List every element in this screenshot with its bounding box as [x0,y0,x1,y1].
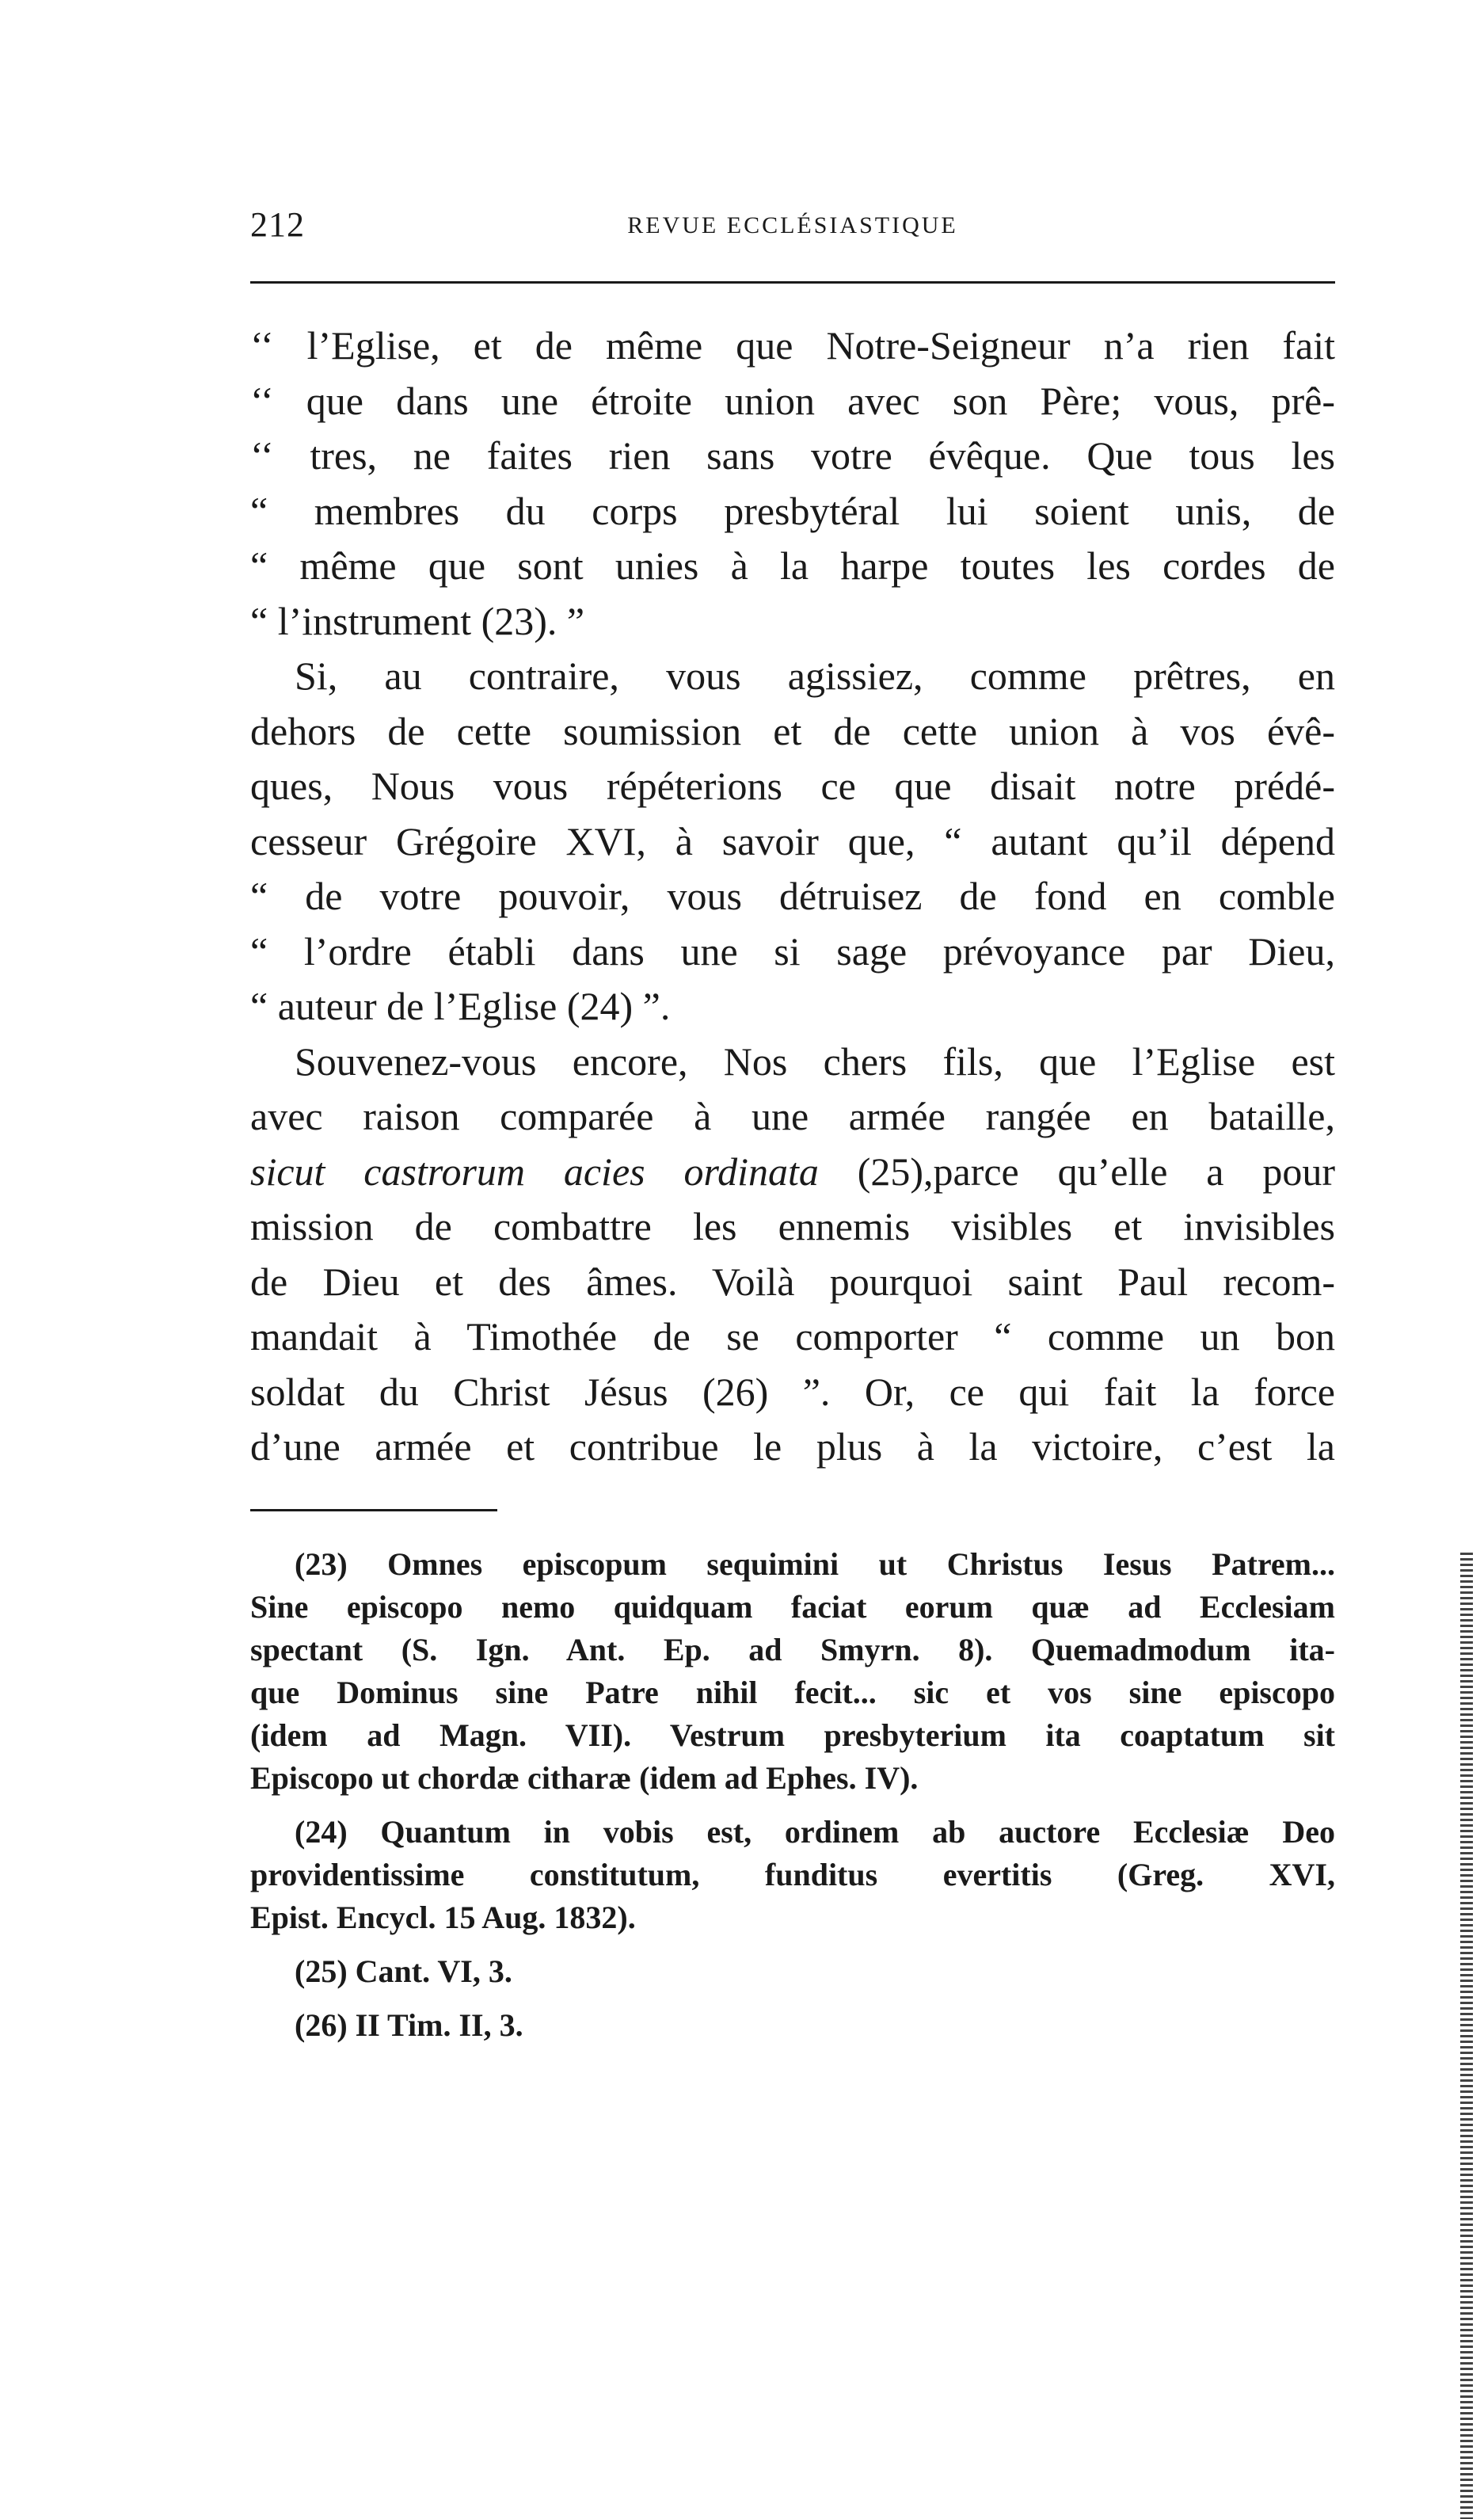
body-line: cesseur Grégoire XVI, à savoir que, “ autant qu’il dépend [250,818,1335,863]
latin-quotation: sicut castrorum acies ordinata [250,1149,819,1194]
body-line-rest: (25),parce qu’elle a pour [818,1149,1335,1194]
footnote-line: providentissime constitutum, funditus evertitis (Greg. XVI, [250,1857,1335,1892]
footnote-23: (23) Omnes episcopum sequimini ut Christus Iesus Patrem... [295,1546,1335,1582]
running-title: REVUE ECCLÉSIASTIQUE [627,212,958,238]
page-binding-edge [1460,1553,1473,2519]
body-line: avec raison comparée à une armée rangée en bataille, [250,1094,1335,1138]
footnote-24: (24) Quantum in vobis est, ordinem ab auctore Ecclesiæ Deo [295,1814,1335,1850]
header-rule [250,281,1335,284]
footnote-25: (25) Cant. VI, 3. [295,1953,512,1989]
page-header [250,204,1335,252]
body-line: ‘‘ que dans une étroite union avec son Père; vous, prê- [250,378,1335,423]
body-text [250,318,1335,1475]
body-line: d’une armée et contribue le plus à la victoire, c’est la [250,1424,1335,1469]
footnote-rule [250,1509,497,1511]
footnote-line: Epist. Encycl. 15 Aug. 1832). [250,1900,636,1935]
body-line: “ membres du corps presbytéral lui soient unis, de [250,488,1335,533]
body-line: de Dieu et des âmes. Voilà pourquoi saint Paul recom- [250,1259,1335,1304]
paragraph-start: Si, au contraire, vous agissiez, comme prêtres, en [295,654,1335,698]
footnote-line: que Dominus sine Patre nihil fecit... sic et vos sine episcopo [250,1675,1335,1710]
body-line: “ même que sont unies à la harpe toutes les cordes de [250,543,1335,588]
footnote-line: Sine episcopo nemo quidquam faciat eorum quæ ad Ecclesiam [250,1589,1335,1625]
body-line: “ de votre pouvoir, vous détruisez de fond en comble [250,874,1335,918]
body-line: soldat du Christ Jésus (26) ”. Or, ce qui fait la force [250,1369,1335,1414]
body-line: ‘‘ l’Eglise, et de même que Notre-Seigneur n’a rien fait [250,323,1335,368]
paragraph-start: Souvenez-vous encore, Nos chers fils, que l’Eglise est [295,1038,1335,1084]
body-line: ques, Nous vous répéterions ce que disait notre prédé- [250,764,1335,808]
body-line: mission de combattre les ennemis visibles et invisibles [250,1204,1335,1248]
footnote-line: spectant (S. Ign. Ant. Ep. ad Smyrn. 8). Quemadmodum ita- [250,1632,1335,1667]
footnote-line: Episcopo ut chordæ citharæ (idem ad Ephes. IV). [250,1760,919,1796]
body-line: ‘‘ tres, ne faites rien sans votre évêque. Que tous les [250,433,1335,478]
body-line: dehors de cette soumission et de cette union à vos évê- [250,708,1335,753]
body-line: “ auteur de l’Eglise (24) ”. [250,984,671,1028]
body-line-with-latin [250,1145,1335,1200]
footnote-line: (idem ad Magn. VII). Vestrum presbyterium ita coaptatum sit [250,1717,1335,1753]
footnotes [250,1543,1335,2047]
body-line: “ l’instrument (23). ” [250,598,585,643]
page-number: 212 [250,205,305,244]
footnote-26: (26) II Tim. II, 3. [295,2007,523,2043]
body-line: “ l’ordre établi dans une si sage prévoyance par Dieu, [250,928,1335,974]
body-line: mandait à Timothée de se comporter “ comme un bon [250,1314,1335,1359]
